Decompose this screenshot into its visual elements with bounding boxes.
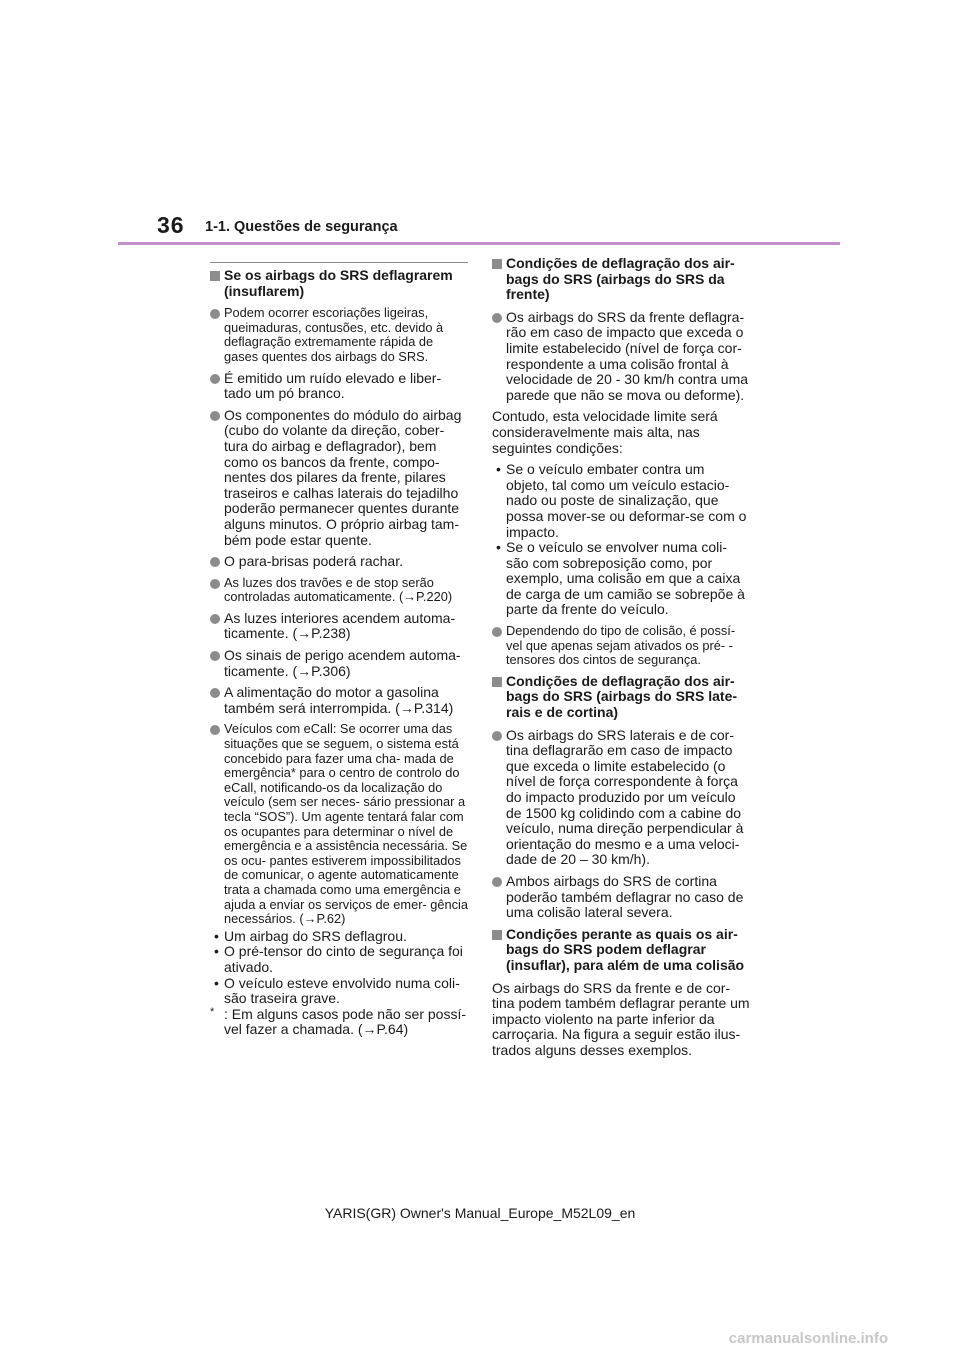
- list-item-text: Os airbags do SRS da frente deflagra- rão em caso de impacto que exceda o limite estabelecido (nível de força cor- respondente a uma colisão frontal à velocidade de 20 - 30 km/h contra uma parede que não se mova ou deforme).: [506, 308, 749, 403]
- list-item: [210, 722, 468, 926]
- sub-item-marker: •: [214, 943, 219, 960]
- list-item-text: As luzes interiores acendem automa- ticamente. (→P.238): [224, 609, 456, 642]
- list-item: [492, 874, 750, 921]
- section-title: 1-1. Questões de segurança: [205, 219, 398, 235]
- list-item: [210, 648, 468, 679]
- list-item: [210, 685, 468, 716]
- sub-item-text: Se o veículo embater contra um objeto, tal como um veículo estacio- nado ou poste de sinalização, que possa mover-se ou deformar-se com o impacto.: [506, 461, 747, 540]
- list-item: [210, 408, 468, 548]
- circle-bullet-icon: [210, 614, 220, 624]
- section-heading: [492, 927, 750, 974]
- sub-item: [210, 944, 468, 975]
- sub-item-text: O pré-tensor do cinto de segurança foi ativado.: [224, 943, 463, 975]
- list-item: [492, 310, 750, 404]
- footnote-text: : Em alguns casos pode não ser possí- vel fazer a chamada. (→P.64): [224, 1005, 467, 1038]
- watermark: carmanualsonline.info: [728, 1330, 888, 1347]
- sub-item-text: O veículo esteve envolvido numa coli- são traseira grave.: [224, 974, 460, 1007]
- list-item: [492, 624, 750, 668]
- circle-bullet-icon: [210, 309, 220, 319]
- circle-bullet-icon: [210, 725, 220, 735]
- heading-text: Condições perante as quais os air- bags do SRS podem deflagrar (insuflar), para além de uma colisão: [506, 925, 745, 973]
- list-item-text: As luzes dos travões e de stop serão controladas automaticamente. (→P.220): [224, 574, 453, 605]
- square-bullet-icon: [492, 930, 502, 940]
- circle-bullet-icon: [492, 627, 502, 637]
- section-heading: [492, 674, 750, 721]
- circle-bullet-icon: [210, 374, 220, 384]
- footnote: [210, 1007, 468, 1038]
- list-item-text: O para-brisas poderá rachar.: [224, 553, 403, 570]
- section-heading: [210, 268, 468, 299]
- list-item: [210, 554, 468, 570]
- circle-bullet-icon: [492, 877, 502, 887]
- circle-bullet-icon: [210, 411, 220, 421]
- list-item: [210, 576, 468, 605]
- list-item-text: Ambos airbags do SRS de cortina poderão também deflagrar no caso de uma colisão lateral severa.: [506, 872, 744, 921]
- list-item-text: Veículos com eCall: Se ocorrer uma das situações que se seguem, o sistema está concebido para fazer uma cha- mada de emergência* para o centro de controlo do eCall, notificando-os da localização do veículo (sem ser neces- sário pressionar a tecla “SOS”). Um agente tentará falar com os ocupantes para determinar o nível de emergência e a assistência necessária. Se os ocu- pantes estiverem impossibilitados de comunicar, o agente automaticamente trata a chamada como uma emergência e ajuda a enviar os serviços de emer- gência necessários. (→P.62): [224, 721, 468, 927]
- square-bullet-icon: [492, 677, 502, 687]
- list-item: [210, 611, 468, 642]
- list-item-text: Os sinais de perigo acendem automa- ticamente. (→P.306): [224, 647, 461, 679]
- square-bullet-icon: [492, 259, 502, 269]
- list-item-text: A alimentação do motor a gasolina também será interrompida. (→P.314): [224, 684, 454, 716]
- list-item: [210, 371, 468, 402]
- circle-bullet-icon: [210, 579, 220, 589]
- section-divider: [210, 262, 468, 263]
- sub-item: [210, 929, 468, 945]
- list-item-text: É emitido um ruído elevado e liber- tado um pó branco.: [224, 369, 442, 402]
- sub-item: [210, 976, 468, 1007]
- left-column: [210, 256, 468, 1038]
- paragraph: Contudo, esta velocidade limite será consideravelmente mais alta, nas seguintes condições:: [492, 408, 718, 456]
- sub-item-marker: •: [496, 461, 501, 478]
- sub-item-text: Um airbag do SRS deflagrou.: [224, 927, 407, 944]
- sub-item-text: Se o veículo se envolver numa coli- são com sobreposição como, por exemplo, uma colisão em que a caixa de carga de um camião se sobrepõe à parte da frente do veículo.: [506, 539, 745, 618]
- section-heading: [492, 256, 750, 303]
- header-rule: [118, 242, 840, 245]
- sub-item-marker: •: [214, 927, 219, 944]
- circle-bullet-icon: [492, 313, 502, 323]
- list-item-text: Podem ocorrer escoriações ligeiras, queimaduras, contusões, etc. devido à deflagração extremamente rápida de gases quentes dos airbags do SRS.: [224, 305, 444, 364]
- list-item-text: Dependendo do tipo de colisão, é possí- vel que apenas sejam ativados os pré- -tensores dos cintos de segurança.: [506, 623, 736, 668]
- list-item-text: Os airbags do SRS laterais e de cor- tina deflagrarão em caso de impacto que exceda o limite estabelecido (o nível de força correspondente à força do impacto produzido por um veículo de 1500 kg colidindo com a cabine do veículo, numa direção perpendicular à orientação do mesmo e a uma veloci- dade de 20 – 30 km/h).: [506, 726, 744, 868]
- footer-text: YARIS(GR) Owner's Manual_Europe_M52L09_en: [324, 1205, 636, 1221]
- heading-text: Condições de deflagração dos air- bags do SRS (airbags do SRS late- rais e de cortina): [506, 672, 738, 721]
- heading-text: Condições de deflagração dos air- bags do SRS (airbags do SRS da frente): [506, 255, 735, 303]
- list-item: [492, 728, 750, 868]
- sub-item-marker: •: [496, 539, 501, 556]
- footnote-marker: *: [210, 1005, 215, 1018]
- heading-text: Se os airbags do SRS deflagrarem (insuflarem): [224, 267, 453, 299]
- sub-item: [492, 540, 750, 618]
- list-item-text: Os componentes do módulo do airbag (cubo do volante da direção, cober- tura do airbag e deflagrador), bem como os bancos da frente, compo- nentes dos pilares da frente, pilares traseiros e calhas laterais do tejadilho poderão permanecer quentes durante alguns minutos. O próprio airbag tam- bém pode estar quente.: [224, 406, 462, 548]
- circle-bullet-icon: [210, 557, 220, 567]
- list-item: [210, 306, 468, 364]
- right-column: [492, 256, 750, 1065]
- circle-bullet-icon: [210, 651, 220, 661]
- page-number: 36: [157, 212, 185, 238]
- circle-bullet-icon: [492, 731, 502, 741]
- sub-item-marker: •: [214, 974, 219, 991]
- sub-item: [492, 462, 750, 540]
- paragraph: Os airbags do SRS da frente e de cor- tina podem também deflagrar perante um impacto violento na parte inferior da carroçaria. Na figura a seguir estão ilus- trados alguns desses exemplos.: [492, 979, 750, 1058]
- circle-bullet-icon: [210, 688, 220, 698]
- square-bullet-icon: [210, 271, 220, 281]
